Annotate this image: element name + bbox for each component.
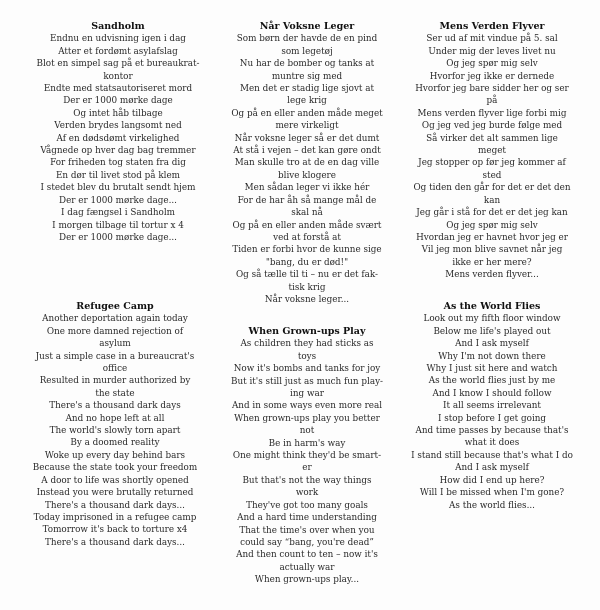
lyric-line: Another deportation again today bbox=[42, 314, 188, 325]
song-sandholm bbox=[13, 21, 223, 244]
lyric-line: There's a thousand dark days... bbox=[45, 500, 185, 511]
lyric-line: Som børn der havde de en pind bbox=[236, 34, 378, 45]
lyric-line: By a doomed reality bbox=[70, 438, 160, 449]
lyric-line: There's a thousand dark days... bbox=[45, 537, 185, 548]
song-naar-voksne-leger bbox=[202, 21, 412, 306]
lyric-line: And I ask myself bbox=[455, 463, 529, 474]
lyric-line: muntre sig med bbox=[271, 71, 343, 82]
lyric-line: Og på en eller anden måde meget bbox=[231, 108, 383, 119]
lyric-line: Der er 1000 mørke dage bbox=[63, 96, 173, 107]
lyric-line: And time passes by because that's bbox=[415, 426, 569, 437]
lyric-line: And no hope left at all bbox=[65, 413, 165, 424]
lyric-line: Og på en eller anden måde svært bbox=[232, 220, 382, 231]
lyric-line: Under mig der leves livet nu bbox=[428, 46, 556, 57]
song-lyrics bbox=[387, 313, 597, 512]
lyric-line: And I ask myself bbox=[455, 339, 529, 350]
lyric-line: Today imprisoned in a refugee camp bbox=[33, 512, 197, 523]
lyric-line: Ser ud af mit vindue på 5. sal bbox=[426, 34, 558, 45]
lyric-line: Will I be missed when I'm gone? bbox=[419, 488, 565, 499]
lyric-line: A door to life was shortly opened bbox=[41, 475, 189, 486]
song-title: Mens Verden Flyver bbox=[439, 21, 545, 32]
lyric-line: could say “bang, you're dead” bbox=[240, 537, 374, 548]
lyric-line: Just a simple case in a bureaucrat's bbox=[35, 351, 195, 362]
lyric-line: As children they had sticks as bbox=[240, 339, 374, 350]
lyric-line: toys bbox=[297, 351, 317, 362]
lyric-line: Og jeg spør mig selv bbox=[446, 220, 538, 231]
lyric-line: på bbox=[486, 96, 498, 107]
lyric-line: Blot en simpel sag på et bureaukrat- bbox=[36, 59, 200, 70]
lyric-line: Now it's bombs and tanks for joy bbox=[233, 364, 381, 375]
lyric-line: Woke up every day behind bars bbox=[44, 450, 186, 461]
song-lyrics bbox=[10, 313, 220, 549]
lyric-line: the state bbox=[95, 388, 135, 399]
lyric-line: skal nå bbox=[291, 208, 323, 219]
lyric-line: what it does bbox=[464, 438, 520, 449]
lyric-line: That the time's over when you bbox=[239, 525, 375, 536]
song-title: Sandholm bbox=[91, 21, 145, 32]
lyric-line: Der er 1000 mørke dage... bbox=[59, 195, 177, 206]
lyric-line: tisk krig bbox=[288, 282, 326, 293]
lyric-line: As the world flies just by me bbox=[428, 376, 556, 387]
lyric-line: I stand still because that's what I do bbox=[411, 450, 573, 461]
lyric-line: Der er 1000 mørke dage... bbox=[59, 232, 177, 243]
lyric-line: Hvordan jeg er havnet hvor jeg er bbox=[416, 232, 568, 243]
lyric-line: They've got too many goals bbox=[246, 500, 368, 511]
lyric-line: Hvorfor jeg ikke er dernede bbox=[429, 71, 555, 82]
lyric-line: Vil jeg mon blive savnet når jeg bbox=[421, 245, 563, 256]
lyric-line: Below me life's played out bbox=[433, 326, 551, 337]
lyric-line: One more damned rejection of bbox=[46, 326, 184, 337]
lyric-line: I morgen tilbage til tortur x 4 bbox=[52, 220, 184, 231]
lyric-line: ikke er her mere? bbox=[452, 257, 532, 268]
lyric-line: There's a thousand dark days bbox=[49, 401, 181, 412]
lyric-line: Why I just sit here and watch bbox=[426, 364, 558, 375]
lyric-line: Jeg går i stå for det er det jeg kan bbox=[416, 208, 568, 219]
lyric-line: Men det er stadig lige sjovt at bbox=[239, 84, 375, 95]
lyric-line: Mens verden flyver lige forbi mig bbox=[417, 108, 567, 119]
lyric-line: "bang, du er død!" bbox=[265, 257, 349, 268]
lyric-line: Atter et fordømt asylafslag bbox=[58, 46, 178, 57]
song-title: Refugee Camp bbox=[76, 301, 154, 312]
lyric-line: Because the state took your freedom bbox=[32, 463, 198, 474]
lyric-line: lege krig bbox=[287, 96, 327, 107]
lyric-line: Og så tælle til ti – nu er det fak- bbox=[235, 270, 379, 281]
lyric-line: Instead you were brutally returned bbox=[36, 488, 194, 499]
lyric-line: Nu har de bomber og tanks at bbox=[239, 59, 375, 70]
lyric-line: actually war bbox=[279, 562, 335, 573]
lyric-line: asylum bbox=[99, 339, 131, 350]
lyric-line: But it's still just as much fun play- bbox=[230, 376, 384, 387]
lyric-line: mere virkeligt bbox=[275, 121, 339, 132]
lyric-line: I stop before I get going bbox=[437, 413, 547, 424]
lyric-line: And then count to ten – now it's bbox=[236, 550, 378, 561]
lyric-line: Endnu en udvisning igen i dag bbox=[50, 34, 186, 45]
lyric-line: For friheden tog staten fra dig bbox=[50, 158, 186, 169]
lyric-line: And a hard time understanding bbox=[237, 513, 377, 524]
lyric-line: Hvorfor jeg bare sidder her og ser bbox=[415, 84, 569, 95]
lyric-line: work bbox=[295, 488, 319, 499]
song-when-grown-ups-play bbox=[202, 326, 412, 587]
lyric-line: Why I'm not down there bbox=[438, 351, 546, 362]
lyric-line: Og jeg spør mig selv bbox=[446, 59, 538, 70]
lyric-line: meget bbox=[478, 146, 506, 157]
song-lyrics bbox=[13, 33, 223, 244]
lyric-line: Vågnede op hver dag bag tremmer bbox=[40, 146, 196, 157]
song-refugee-camp bbox=[10, 301, 220, 549]
lyric-line: Be in harm's way bbox=[268, 438, 346, 449]
lyric-line: Og tiden den går for det er det den bbox=[413, 183, 571, 194]
lyric-line: Mens verden flyver... bbox=[445, 270, 539, 281]
lyric-line: er bbox=[302, 463, 312, 474]
lyric-line: Men sådan leger vi ikke hér bbox=[244, 183, 370, 194]
lyric-line: kan bbox=[483, 195, 501, 206]
song-title: When Grown-ups Play bbox=[248, 326, 366, 337]
lyric-line: office bbox=[102, 364, 128, 375]
lyric-line: I stedet blev du brutalt sendt hjem bbox=[40, 183, 196, 194]
lyric-line: Når voksne leger... bbox=[264, 294, 350, 305]
lyric-line: Af en dødsdømt virkelighed bbox=[56, 133, 180, 144]
lyric-line: When grown-ups play... bbox=[254, 575, 360, 586]
lyric-line: Og jeg ved jeg burde følge med bbox=[421, 121, 563, 132]
lyric-line: Jeg stopper op før jeg kommer af bbox=[418, 158, 566, 169]
lyric-line: Når voksne leger så er det dumt bbox=[234, 133, 380, 144]
lyric-line: For de har åh så mange mål de bbox=[237, 195, 377, 206]
lyric-line: ing war bbox=[290, 389, 324, 400]
song-lyrics bbox=[202, 338, 412, 586]
song-title: Når Voksne Leger bbox=[259, 21, 355, 32]
lyric-line: Man skulle tro at de en dag ville bbox=[234, 158, 380, 169]
song-lyrics bbox=[202, 33, 412, 306]
lyric-line: As the world flies... bbox=[449, 500, 535, 511]
song-as-the-world-flies bbox=[387, 301, 597, 512]
lyric-line: But that's not the way things bbox=[242, 475, 372, 486]
lyric-line: Tiden er forbi hvor de kunne sige bbox=[232, 245, 382, 256]
lyric-line: Så virker det alt sammen lige bbox=[426, 133, 558, 144]
lyric-line: And I know I should follow bbox=[432, 388, 552, 399]
song-mens-verden-flyver bbox=[387, 21, 597, 282]
song-lyrics bbox=[387, 33, 597, 281]
lyric-line: At stå i vejen – det kan gøre ondt bbox=[233, 146, 381, 157]
lyric-line: not bbox=[299, 426, 315, 437]
lyric-line: Look out my fifth floor window bbox=[423, 314, 561, 325]
lyric-line: som legetøj bbox=[281, 46, 333, 57]
lyric-line: Og intet håb tilbage bbox=[73, 108, 163, 119]
lyric-line: One might think they'd be smart- bbox=[232, 451, 382, 462]
lyric-line: sted bbox=[482, 170, 502, 181]
lyric-line: And in some ways even more real bbox=[231, 401, 383, 412]
lyric-line: The world's slowly torn apart bbox=[49, 426, 181, 437]
lyric-line: How did I end up here? bbox=[439, 475, 545, 486]
lyric-line: blive klogere bbox=[278, 170, 336, 181]
lyric-line: Resulted in murder authorized by bbox=[39, 376, 191, 387]
lyric-line: Verden brydes langsomt ned bbox=[54, 121, 182, 132]
lyric-line: When grown-ups play you better bbox=[234, 413, 380, 424]
lyric-line: Endte med statsautoriseret mord bbox=[43, 84, 193, 95]
lyric-line: ved at forstå at bbox=[273, 232, 341, 243]
song-title: As the World Flies bbox=[443, 301, 541, 312]
lyric-line: kontor bbox=[103, 71, 133, 82]
lyric-line: Tomorrow it's back to torture x4 bbox=[42, 525, 188, 536]
lyric-line: It all seems irrelevant bbox=[443, 401, 541, 412]
lyric-line: En dør til livet stod på klem bbox=[55, 170, 181, 181]
lyric-line: I dag fængsel i Sandholm bbox=[60, 208, 176, 219]
